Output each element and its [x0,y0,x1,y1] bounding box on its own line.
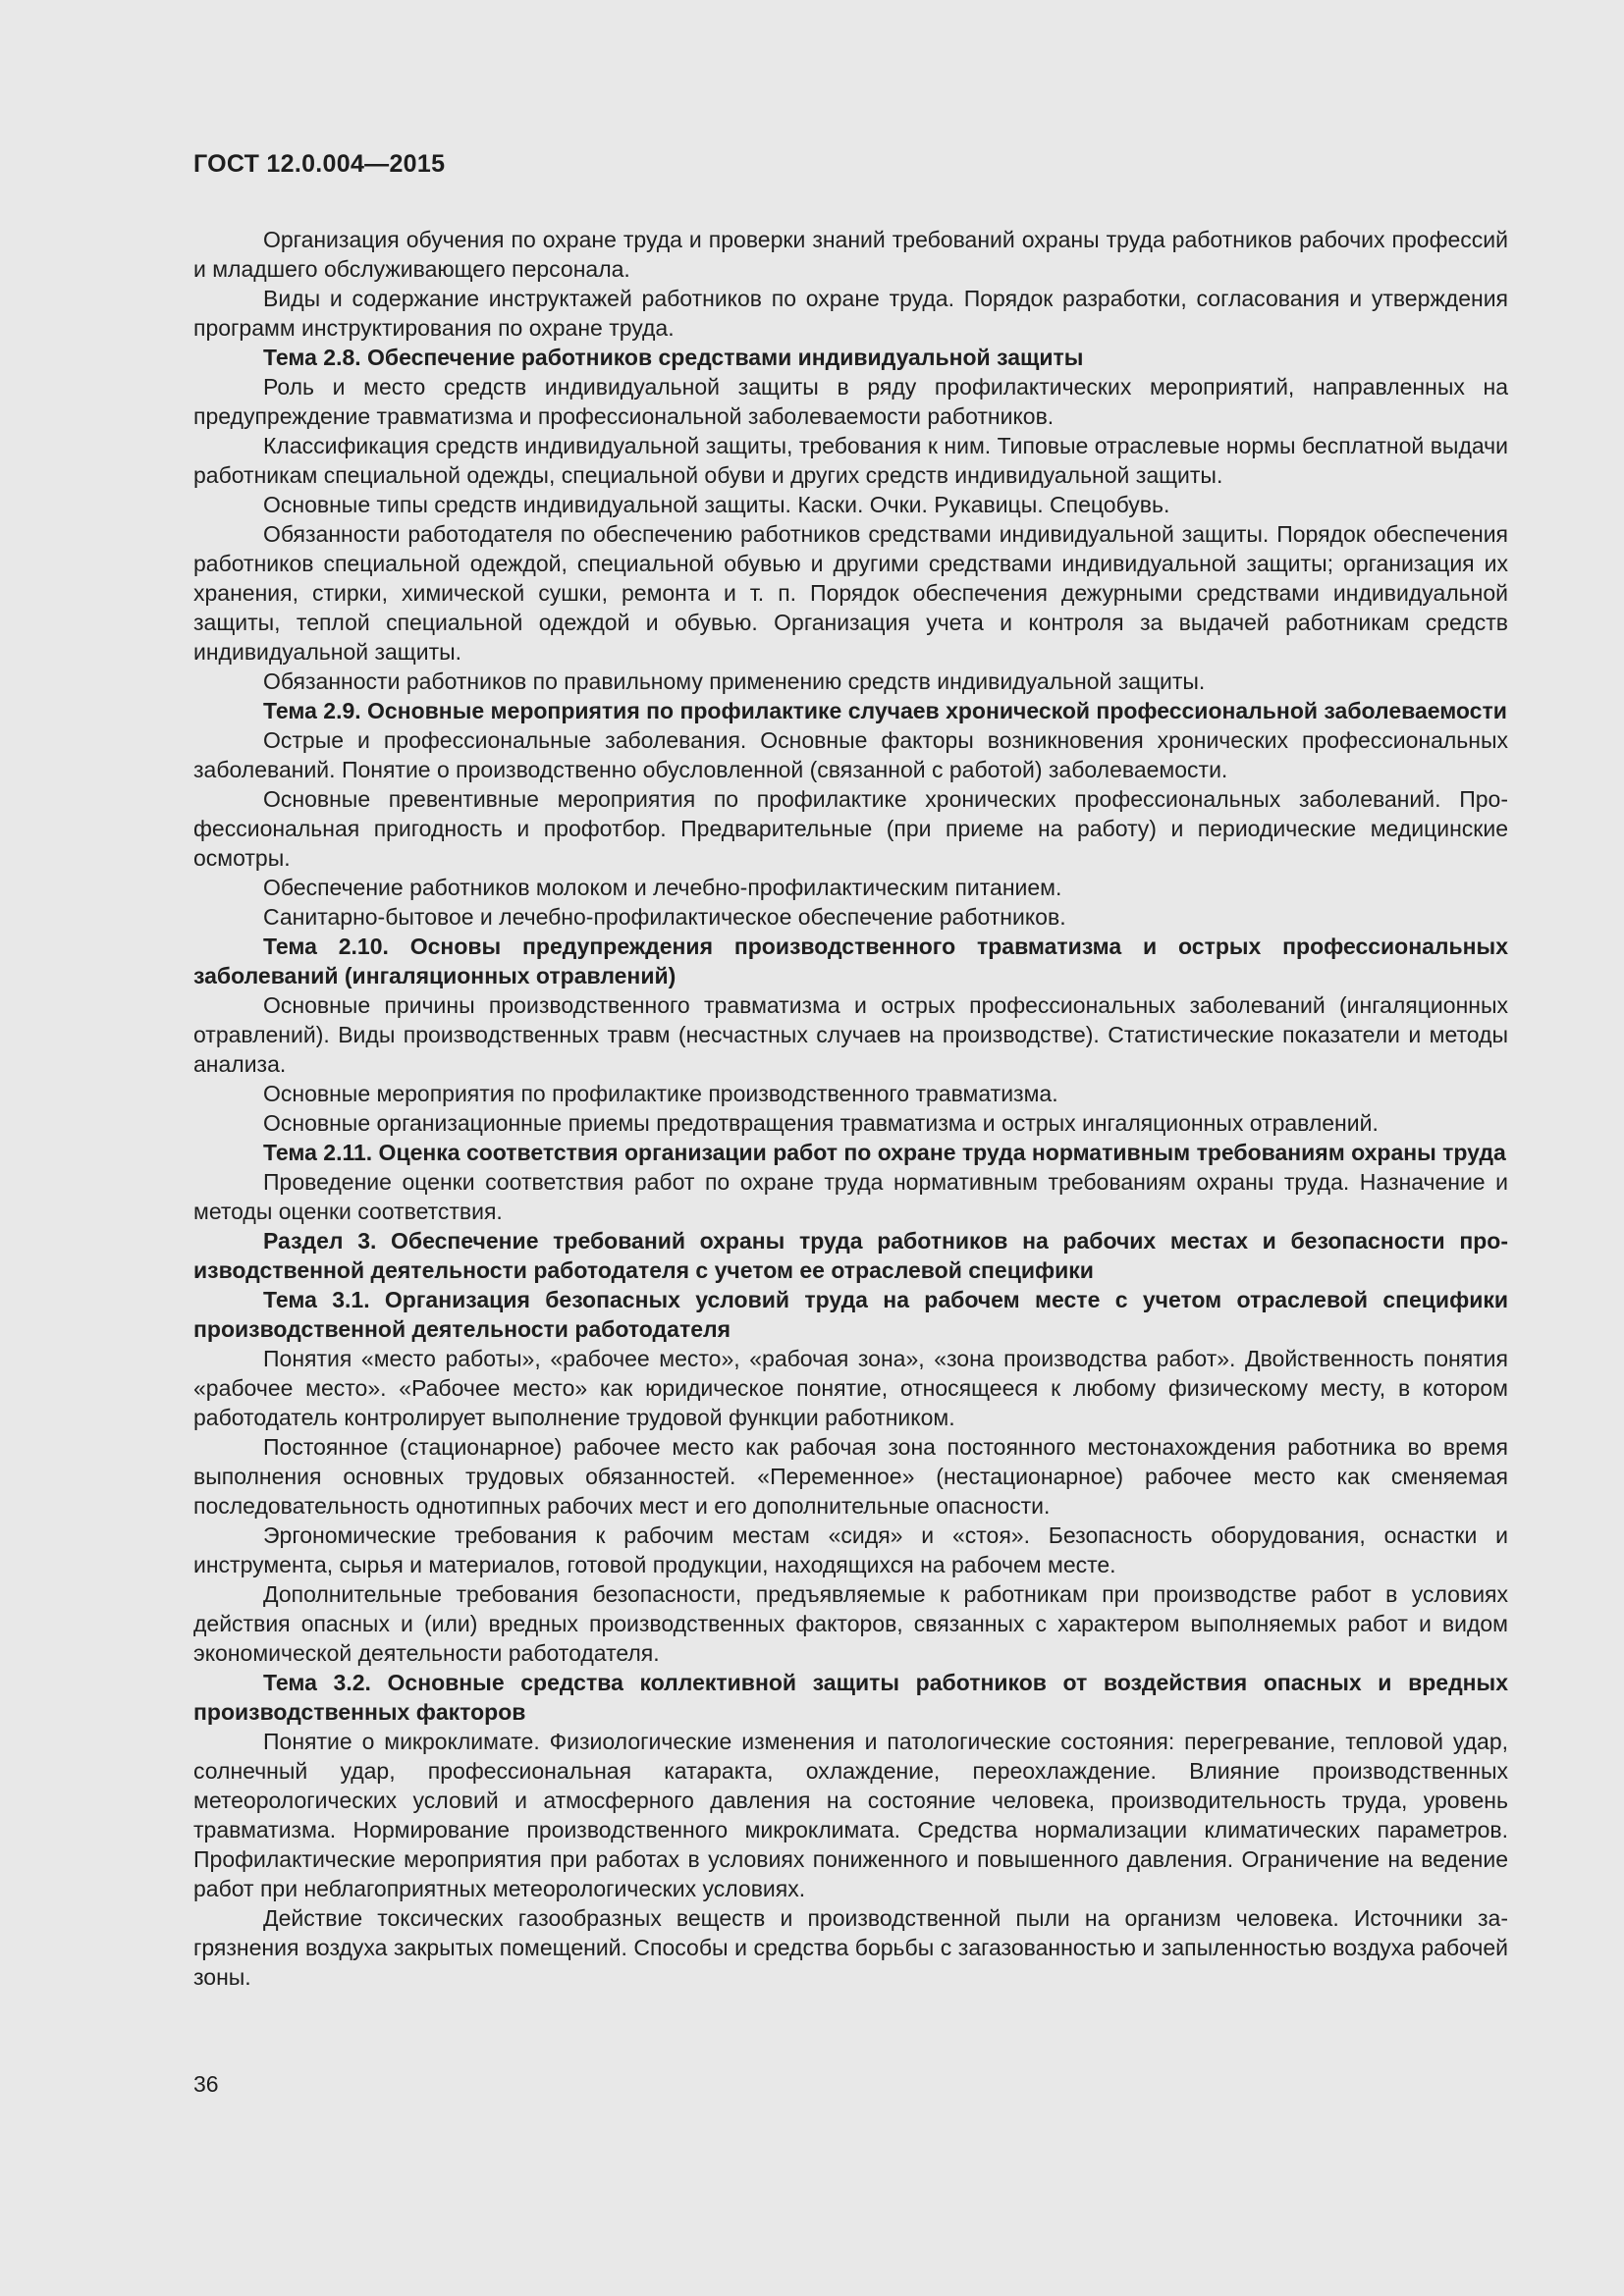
paragraph: Роль и место средств индивидуальной защиты в ряду профилактических мероприятий, направленных на предупреждение травматизма и профессиональной заболеваемости работников. [193,374,1508,429]
section-heading: Тема 2.8. Обеспечение работников средствами индивидуальной защиты [263,345,1084,370]
paragraph: Постоянное (стационарное) рабочее место как рабочая зона постоянного местонахождения работника во время выполнения основных трудовых обязанностей. «Переменное» (нестационарное) рабочее место как сменяемая последовательность однотипных рабочих мест и его дополнительные опасности. [193,1434,1508,1519]
paragraph: Основные типы средств индивидуальной защиты. Каски. Очки. Рукавицы. Спецобувь. [263,492,1170,517]
paragraph: Обязанности работников по правильному применению средств индивидуальной защиты. [263,668,1206,694]
section-heading: Тема 2.10. Основы предупреждения производственного травматизма и острых профессиональных заболеваний (ингаляционных отравлений) [193,934,1508,988]
section-heading: Тема 3.2. Основные средства коллективной защиты работников от воздействия опасных и вредных производственных факторов [193,1670,1508,1725]
paragraph: Обеспечение работников молоком и лечебно-профилактическим питанием. [263,875,1062,900]
paragraph: Классификация средств индивидуальной защиты, требования к ним. Типовые отраслевые нормы бесплатной выдачи работникам специальной одежды, специальной обуви и других средств индивидуальной защиты. [193,433,1508,488]
paragraph: Санитарно-бытовое и лечебно-профилактическое обеспечение работников. [263,904,1066,930]
paragraph: Виды и содержание инструктажей работников по охране труда. Порядок разработки, согласования и утверждения программ инструктирования по охране труда. [193,286,1508,341]
paragraph: Организация обучения по охране труда и проверки знаний требований охраны труда работников рабочих профессий и младшего обслуживающего персонала. [193,227,1508,282]
paragraph: Острые и профессиональные заболевания. Основные факторы возникновения хронических профессиональных заболеваний. Понятие о производственно обусловленной (связанной с работой) заболеваемости. [193,727,1508,782]
document-header: ГОСТ 12.0.004—2015 [193,150,446,178]
section-heading: Тема 2.11. Оценка соответствия организации работ по охране труда нормативным требованиям охраны труда [263,1140,1506,1165]
paragraph: Действие токсических газообразных веществ и производственной пыли на организм человека. Источники загрязнения воздуха закрытых помещений. Способы и средства борьбы с загазованностью и запыленностью воздуха рабочей зоны. [193,1905,1508,1990]
section-heading: Тема 3.1. Организация безопасных условий труда на рабочем месте с учетом отраслевой специфики производственной деятельности работодателя [193,1287,1508,1342]
paragraph: Проведение оценки соответствия работ по охране труда нормативным требованиям охраны труда. Назначение и методы оценки соответствия. [193,1169,1508,1224]
paragraph: Основные мероприятия по профилактике производственного травматизма. [263,1081,1058,1106]
paragraph: Основные превентивные мероприятия по профилактике хронических профессиональных заболеваний. Профессиональная пригодность и профотбор. Предварительные (при приеме на работу) и периодические медицинские осмотры. [193,786,1508,871]
paragraph: Основные организационные приемы предотвращения травматизма и острых ингаляционных отравлений. [263,1110,1379,1136]
paragraph: Дополнительные требования безопасности, предъявляемые к работникам при производстве работ в условиях действия опасных и (или) вредных производственных факторов, связанных с характером выполняемых работ и видом экономической деятельности работодателя. [193,1581,1508,1666]
paragraph: Понятия «место работы», «рабочее место», «рабочая зона», «зона производства работ». Двойственность понятия «рабочее место». «Рабочее место» как юридическое понятие, относящееся к любому физическому месту, в котором работодатель контролирует выполнение трудовой функции работником. [193,1346,1508,1430]
paragraph: Основные причины производственного травматизма и острых профессиональных заболеваний (ингаляционных отравлений). Виды производственных травм (несчастных случаев на производстве). Статистические показатели и методы анализа. [193,992,1508,1077]
document-body [193,225,1508,1992]
section-heading: Тема 2.9. Основные мероприятия по профилактике случаев хронической профессиональной заболеваемости [263,698,1507,723]
paragraph: Обязанности работодателя по обеспечению работников средствами индивидуальной защиты. Порядок обеспечения работников специальной одеждой, специальной обувью и другими средствами индивидуальной защиты; организация их хранения, стирки, химической сушки, ремонта и т. п. Порядок обеспечения дежурными средствами индивидуальной защиты, теплой специальной одеждой и обувью. Организация учета и контроля за выдачей работникам средств индивидуальной защиты. [193,521,1508,665]
paragraph: Эргономические требования к рабочим местам «сидя» и «стоя». Безопасность оборудования, оснастки и инструмента, сырья и материалов, готовой продукции, находящихся на рабочем месте. [193,1522,1508,1577]
section-heading: Раздел 3. Обеспечение требований охраны труда работников на рабочих местах и безопасности производственной деятельности работодателя с учетом ее отраслевой специфики [193,1228,1508,1283]
page-number: 36 [193,2071,219,2097]
paragraph: Понятие о микроклимате. Физиологические изменения и патологические состояния: перегревание, тепловой удар, солнечный удар, профессиональная катаракта, охлаждение, переохлаждение. Влияние производственных метеорологических условий и атмосферного давления на состояние человека, производительность труда, уровень травматизма. Нормирование производственного микроклимата. Средства нормализации климатических параметров. Профилактические мероприятия при работах в условиях пониженного и повышенного давления. Ограничение на ведение работ при неблагоприятных метеорологических условиях. [193,1729,1508,1901]
